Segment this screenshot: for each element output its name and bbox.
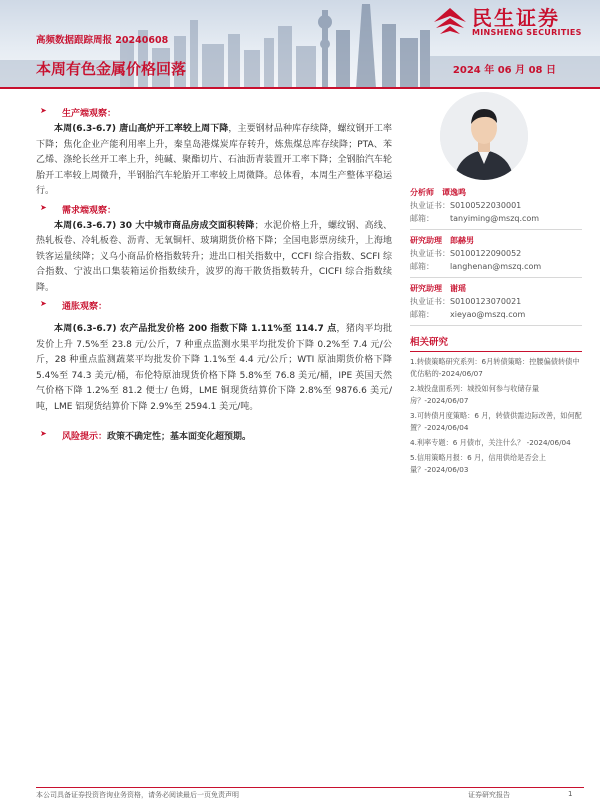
analyst-cert-row [410,247,582,260]
footer-divider [36,787,584,788]
analyst-role: 分析师 [410,188,434,197]
footer-disclaimer: 本公司具备证券投资咨询业务资格，请务必阅读最后一页免责声明 [36,791,239,799]
paragraph-lead: 本周(6.3-6.7) 农产品批发价格 200 指数下降 1.11%至 114.7 点 [54,324,337,334]
analyst-cert: S0100122090052 [450,249,522,258]
logo-text-en: MINSHENG SECURITIES [472,28,582,37]
section-heading-text: 生产端观察： [62,109,117,119]
cert-label: 执业证书： [410,249,450,258]
analyst-name: 谭逸鸣 [442,188,466,197]
logo-text-cn: 民生证券 [472,6,560,30]
paragraph-body: ，猪肉平均批发价上升 7.5%至 23.8 元/公斤，7 种重点监测水果平均批发价下降 0.2%至 7.4 元/公斤，28 种重点监测蔬菜平均批发价下降 1.1%至 4.4 元/公斤；WTI 原油期货价格下降 5.4%至 74.3 美元/桶，布伦特原油现货价格下降 5.8%至 76.8 美元/桶，IPE 英国天然气价格下降 1.2%至 81.2 便士/ 色姆，LME 铜现货结算价下降 2.8%至 9876.6 美元/吨，LME 铝现货结算价下降 2.9%至 2594.1 美元/吨。 [36,324,392,412]
section-heading [36,299,392,312]
analyst-name-row [410,186,582,199]
risk-text: 政策不确定性；基本面变化超预期。 [107,432,252,442]
related-research-item[interactable]: 5.信用策略月报：6 月，信用供给是否会上量？-2024/06/03 [410,453,546,474]
company-logo [432,2,592,42]
section-demand [36,203,392,297]
analyst-email[interactable]: xieyao@mszq.com [450,310,526,319]
avatar [440,92,528,180]
section-heading-text: 通胀观察： [62,302,108,312]
paragraph-lead: 本周(6.3-6.7) 30 大中城市商品房成交面积转降 [54,220,255,231]
analyst-cert: S0100123070021 [450,297,522,306]
analyst-cert: S0100522030001 [450,201,522,210]
section-heading [36,106,392,119]
analyst-name: 谢瑶 [450,284,466,293]
cert-label: 执业证书： [410,201,450,210]
report-title: 本周有色金属价格回落 [36,60,187,78]
analyst-role: 研究助理 [410,284,442,293]
analyst-cert-row [410,199,582,212]
footer-report-type: 证券研究报告 [468,791,510,799]
related-research-item[interactable]: 4.利率专题：6 月债市，关注什么？ -2024/06/04 [410,438,571,447]
section-heading [36,203,392,216]
risk-warning [36,429,392,442]
email-label: 邮箱： [410,310,434,319]
related-research-item[interactable]: 2.城投盘面系列：城投如何参与收储存量房？-2024/06/07 [410,384,540,405]
analyst-email-row [410,260,582,273]
paragraph-body: ，主要钢材品种库存续降，螺纹钢开工率下降；焦化企业产能利用率上升，秦皇岛港煤炭库存转升，炼焦煤总库存续降；PTA、苯乙烯、涤纶长丝开工率上升，纯碱、聚酯切片、石油沥青装置开工率下降；全钢胎汽车轮胎开工率较上周微升，半钢胎汽车轮胎开工率较上周微降。总体看，本周生产整体平稳运行。 [36,124,392,196]
analyst-card [410,184,582,230]
report-header [0,0,600,88]
email-label: 邮箱： [410,214,434,223]
arrow-icon: ➤ [40,299,47,308]
analyst-email-row [410,308,582,321]
section-heading-text: 需求端观察： [62,205,117,216]
analyst-role: 研究助理 [410,236,442,245]
analyst-name-row [410,234,582,247]
report-series-label: 高频数据跟踪周报 20240608 [36,35,169,46]
page-number: 1 [568,790,573,798]
analyst-cert-row [410,295,582,308]
email-label: 邮箱： [410,262,434,271]
analyst-email[interactable]: langhenan@mszq.com [450,262,542,271]
sidebar [410,184,582,479]
header-divider [0,87,600,89]
analyst-name: 郎赫男 [450,236,474,245]
analyst-card [410,280,582,326]
section-production [36,106,392,200]
analyst-card [410,232,582,278]
section-inflation [36,299,392,415]
arrow-icon: ➤ [40,106,47,115]
risk-label: 风险提示： [62,432,108,442]
arrow-icon: ➤ [40,202,47,212]
related-research-item[interactable]: 3.可转债月度策略：6 月，转债供需边际改善，如何配置？-2024/06/04 [410,411,582,432]
analyst-name-row [410,282,582,295]
logo-mark-icon [432,4,468,40]
cert-label: 执业证书： [410,297,450,306]
analyst-email[interactable]: tanyiming@mszq.com [450,214,540,223]
analyst-email-row [410,212,582,225]
arrow-icon: ➤ [40,429,47,438]
related-research-item[interactable]: 1.转债策略研究系列：6月转债策略：控腰偏债转债中优估粘的-2024/06/07 [410,357,580,378]
related-research-heading: 相关研究 [410,334,582,352]
paragraph-lead: 本周(6.3-6.7) 唐山高炉开工率较上周下降 [54,124,229,134]
paragraph-body: ；水泥价格上升，螺纹钢、高线、热轧板卷、冷轧板卷、沥青、无氧铜杆、玻璃期货价格下降；全国电影票房续升，上海地铁客运量续降；义乌小商品价格指数转升；进出口相关指数中，CCFI 综合指数、SCFI 综合指数、宁波出口集装箱运价指数续升，波罗的海干散货指数转升，CICFI 综合指数续降。 [36,220,392,293]
main-column [36,106,392,445]
report-date: 2024 年 06 月 08 日 [452,65,556,76]
section-paragraph [36,122,392,200]
analyst-photo [440,92,528,180]
section-paragraph [36,219,392,297]
section-paragraph [36,322,392,415]
